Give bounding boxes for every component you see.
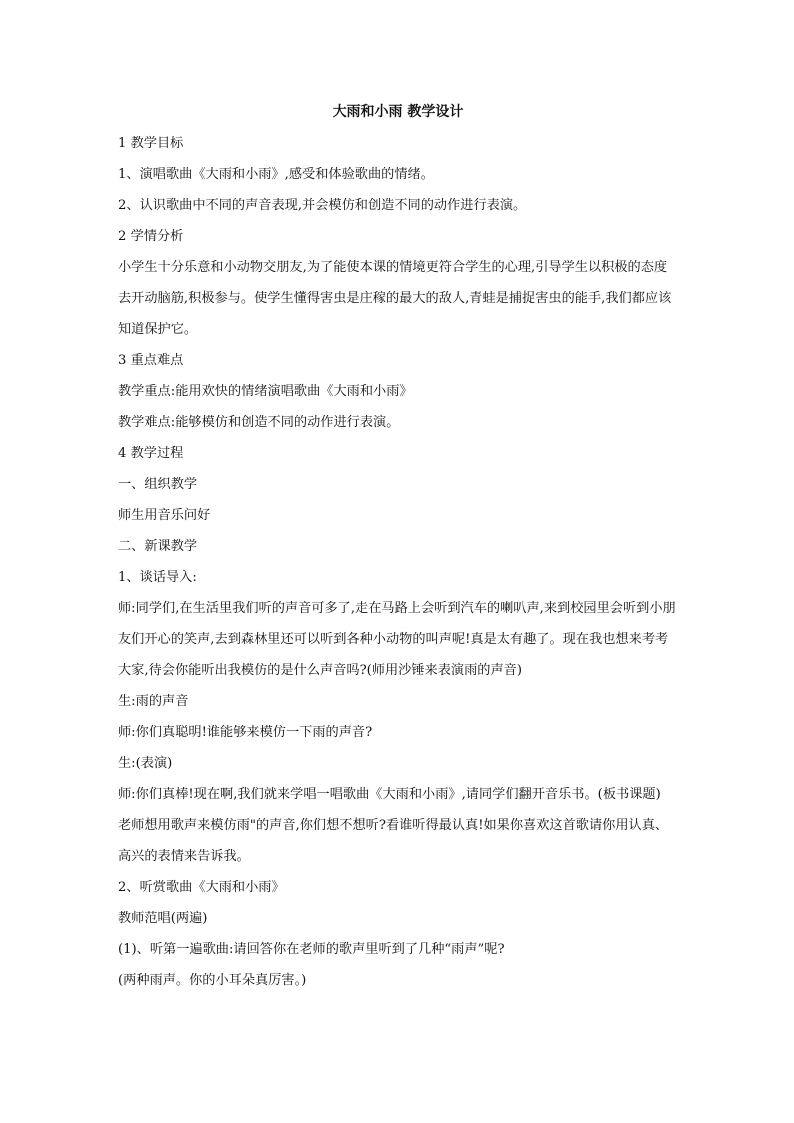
paragraph: 2、听赏歌曲《大雨和小雨》 <box>118 880 285 895</box>
heading-objectives: 1 教学目标 <box>118 136 184 151</box>
paragraph: 一、组织教学 <box>118 477 198 492</box>
heading-key-points: 3 重点难点 <box>118 353 184 368</box>
paragraph: 1、演唱歌曲《大雨和小雨》,感受和体验歌曲的情绪。 <box>118 167 434 182</box>
paragraph: 小学生十分乐意和小动物交朋友,为了能使本课的情境更符合学生的心理,引导学生以积极的态度去开动脑筋,积极参与。使学生懂得害虫是庄稼的最大的敌人,青蛙是捕捉害虫的能手,我们都应该知道保护它。 <box>118 260 672 337</box>
paragraph: 师:你们真棒!现在啊,我们就来学唱一唱歌曲《大雨和小雨》,请同学们翻开音乐书。(板书课题) <box>118 787 661 802</box>
paragraph: 教师范唱(两遍) <box>118 911 208 926</box>
paragraph: 师:你们真聪明!谁能够来模仿一下雨的声音? <box>118 725 373 740</box>
paragraph: 二、新课教学 <box>118 539 198 554</box>
paragraph: 老师想用歌声来模仿雨"的声音,你们想不想听?看谁听得最认真!如果你喜欢这首歌请你用认真、高兴的表情来告诉我。 <box>118 818 669 864</box>
paragraph: 师生用音乐问好 <box>118 508 211 523</box>
heading-analysis: 2 学情分析 <box>118 229 184 244</box>
paragraph: 教学重点:能用欢快的情绪演唱歌曲《大雨和小雨》 <box>118 384 413 399</box>
paragraph: 1、谈话导入: <box>118 570 197 585</box>
paragraph: (两种雨声。你的小耳朵真厉害。) <box>118 973 307 988</box>
document-title: 大雨和小雨 教学设计 <box>332 104 464 120</box>
paragraph: 师:同学们,在生活里我们听的声音可多了,走在马路上会听到汽车的喇叭声,来到校园里会听到小朋友们开心的笑声,去到森林里还可以听到各种小动物的叫声呢!真是太有趣了。现在我也想来考考大家,待会你能听出我模仿的是什么声音吗?(师用沙锤来表演雨的声音) <box>118 601 676 678</box>
paragraph: 教学难点:能够模仿和创造不同的动作进行表演。 <box>118 415 400 430</box>
document-page <box>118 100 678 996</box>
paragraph: 2、认识歌曲中不同的声音表现,并会模仿和创造不同的动作进行表演。 <box>118 198 527 213</box>
paragraph: (1)、听第一遍歌曲:请回答你在老师的歌声里听到了几种“雨声”呢? <box>118 942 505 957</box>
paragraph: 生:(表演) <box>118 756 173 771</box>
heading-process: 4 教学过程 <box>118 446 184 461</box>
document-body <box>118 128 678 996</box>
paragraph: 生:雨的声音 <box>118 694 189 709</box>
